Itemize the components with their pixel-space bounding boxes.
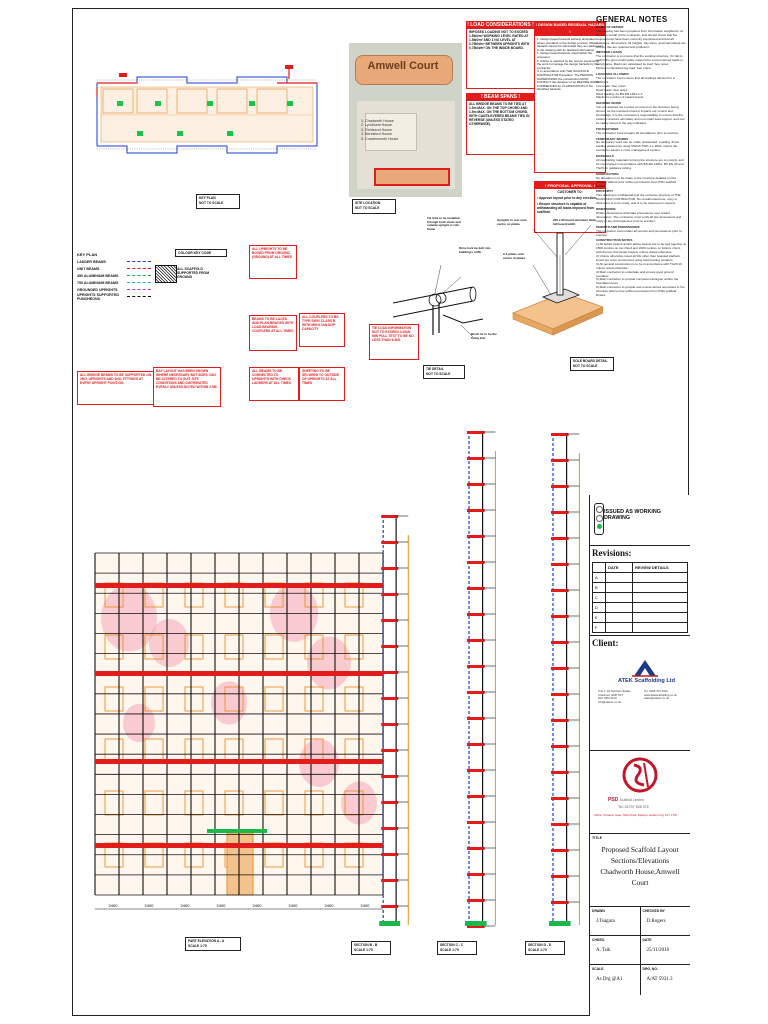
general-notes-heading: BASIS OF DESIGN (596, 25, 624, 29)
red-note: ALL BEAMS TO BE CONNECTED TO UPRIGHTS WITH CHECK LADDERS AT ALL TIMES (249, 367, 299, 401)
general-notes-heading: LOADINGS ALLOWED (596, 71, 629, 76)
beam-spans-body: ALL BRIDGE BEAMS TO BE TIED AT 1.5m MAX. ON THE TOP CHORD AND 1.5m MAX. ON THE BOTTOM CHORD, WITH CANTILEVERED BEAMS TIED IN REVERSE (UNLESS STATED OTHERWISE). (469, 102, 530, 126)
tie-caption: TIE DETAIL NOT TO SCALE (423, 365, 465, 379)
section-platform (381, 905, 398, 908)
revision-row: B (593, 583, 688, 593)
general-notes-heading: CONSTRUCTION NOTES (596, 238, 633, 243)
designer-name: PSD Scaffold Limited (608, 797, 644, 803)
section-platform (467, 483, 485, 486)
section-platform (467, 821, 485, 824)
sole-note: 225 x 63 board minimum thick full board width (553, 218, 596, 226)
revision-row: C (593, 593, 688, 603)
general-notes-text: The drawing has been prepared from information supplied to us by, or on behalf of the contractor, and should check that the requirements have been correctly interpreted and that all roadways, dimensions, fill heights, bay sizes, and load ratings are correct. We are required and proficient. (596, 28, 686, 49)
dimension-label: 2400 (144, 903, 154, 908)
site-sign-text: Amwell Court (367, 60, 439, 72)
general-notes-text: The contractor must obtain all permits and permissions prior to erection. (596, 228, 682, 237)
section-platform (467, 509, 485, 512)
general-notes-text: The contractor must ensure that all loadings allowed for a sufficient. Live loads: See notes Dead loads: See notes Wind loading: As BS EN 1991-1-4 Maximum number of loaded levels (596, 75, 675, 100)
tie-note: Tie tube to be installed through both studs and outside upright or ride frame (427, 216, 461, 231)
status-light (596, 515, 603, 522)
proposal-approval-customer: CUSTOMER TO: (557, 190, 583, 194)
section-platform (381, 593, 398, 596)
section-platform (467, 431, 485, 434)
section-platform (467, 743, 485, 746)
colour-key-item: ALL SCAFFOLD SUPPORTED FROM GROUND (177, 267, 210, 280)
status-label: ISSUED AS WORKING DRAWING (604, 509, 662, 521)
general-notes (596, 15, 686, 495)
red-note: ALL UPRIGHTS TO BE BOXED FROM GROUND (GROUND) AT ALL TIMES (249, 245, 297, 279)
section-platform (381, 671, 398, 674)
sole-note: 2-3 plates onto centre of plates (503, 252, 526, 260)
chked-row (590, 936, 690, 965)
section-platform (381, 619, 398, 622)
general-notes-text: You are advised not to pass comment on the structure being shored, as the involved inherent impacts our control and knowledge. It is the contractor's responsibility to ensure that the existing structure will safely and not impair load support, and can be safely stored in the way indicated. (596, 105, 685, 125)
date-label: DATE (642, 938, 652, 942)
key-plan (77, 51, 333, 211)
legend (77, 251, 151, 300)
section-platform (381, 645, 398, 648)
entrance-door (227, 833, 253, 895)
revisions-table (592, 562, 688, 633)
section-platform (551, 667, 569, 670)
bridge-bracket (207, 829, 267, 833)
general-notes-heading: TEMPORARY WORKS (596, 136, 629, 141)
checked-label: CHECKED BY (642, 909, 665, 913)
key-plan-drawing (77, 51, 333, 211)
chked-value: A. Tsik (596, 948, 611, 953)
dimension-label: 2400 (252, 903, 262, 908)
section-d (517, 423, 597, 937)
general-notes-text: Written dimensions shall take precedence over scaled dimensions. The contractor must verify all site dimensions and notify of any discrepancies prior to erection. (596, 210, 682, 223)
section-d-drawing (517, 423, 597, 937)
section-platform (551, 433, 569, 436)
title-section (590, 834, 690, 907)
legend-item: 450 ALUMINIUM BEAMS (77, 272, 151, 279)
load-considerations-body: IMPOSED LOADING NOT TO EXCEED 1.5kN/m² WORKING LEVEL RATED AT 1.5kN/m² AND 1 NO LEVEL AT 0.75kN/m² BETWEEN UPRIGHTS WITH 0.75kN/m² ON THE INSIDE BOARD. (469, 30, 530, 50)
red-note: ALL BRIDGE BEAMS TO BE SUPPORTED ON 2NO. UPRIGHTS AND 4NO. FITTINGS AT EVERY UPRIGHT POSITION (77, 371, 155, 405)
general-notes-text: The contractor is to ensure that the working structure, if it fall-in, and/or the ground will safely support the extra imposed loads in supply area. Maximum calculated tie load: See notes Minimum calculated leg load: See notes (596, 54, 684, 71)
beam-spans-title: ! BEAM SPANS ! (467, 94, 534, 101)
dimension-label: 2400 (180, 903, 190, 908)
load-considerations-title: ! LOAD CONSIDERATIONS ! (467, 22, 534, 28)
design-hazard-title: ! DESIGN BASED RESIDUAL HAZARD ! (535, 23, 605, 34)
general-notes-heading: PERMITS AND PERMISSIONS (596, 224, 640, 229)
designer-tel: Tel: 01707 528 375 (618, 805, 649, 809)
red-note: BEAMS TO BE LACED AND PLAN BRACED WITH LOAD BEARING COUPLERS AT ALL TIMES (249, 315, 297, 351)
section-platform (467, 587, 485, 590)
client-title: Client: (592, 638, 619, 648)
section-platform (467, 847, 485, 850)
proposal-approval-point: • Approve layout prior to any erection. (537, 195, 597, 200)
legend-item: UPRIGHTS SUPPORTED PUNCHEONS (77, 293, 151, 300)
section-platform (467, 561, 485, 564)
general-notes-text: 1) All ladder beams and/or lattice beams are to be tied together at 1500 centres on top chord and 2400 centres on bottom chord, with the top chord plan braced, unless stated otherwise. 2) Unless otherwise noted all lifts other than boarded platform levels are to be constructed using load bearing couplers. 3) All general construction is to be in accordance with TG20:13 unless noted otherwise. 4) Main contractor to undertake and ensure good ground condition. 5) Main contractor to provide competent designer and/or the foundation level. 6) Main contractor to provide and ensure all ties are tested to the structure before prior written permission from PSD scaffold limited. (596, 242, 686, 298)
status-light-active (597, 524, 602, 529)
title-label: TITLE (592, 836, 602, 840)
section-platform (551, 849, 569, 852)
general-notes-text: All scaffolding materials forming the structure are to comply, and be constructed in accordance with BS EN 12811, BS EN 39 and TG20 for guidance tubing. (596, 158, 684, 170)
general-notes-text: No temporary work can be made unattended. Loading, those loading statements using NWGS TWF-1-1 2000, unless the contractor adopts a more management system. (596, 140, 680, 153)
section-c (433, 421, 513, 937)
general-notes-heading: DIMENSIONS (596, 207, 616, 212)
section-b-drawing (349, 505, 425, 937)
client-section (590, 636, 690, 751)
drawn-value: J.Tsagara (596, 919, 615, 924)
legend-line (127, 275, 151, 276)
tie-note: Drive lock tie-bolt into building's soffit (459, 246, 491, 254)
general-notes-heading: SHORING WORK (596, 101, 622, 106)
section-platform (551, 693, 569, 696)
general-notes-text: This drawing is confidential and the exclusive property of THE SCAFFOLD CONTRACTOR. No unauthorised use, copy or disclosure is to be made, and is to be returned on request. (596, 193, 681, 206)
section-platform (467, 769, 485, 772)
legend-items (77, 258, 151, 300)
revision-row: F (593, 623, 688, 633)
red-note: TIE LOAD INFORMATION NOT TO EXCEED 4.20kN MIN PULL TEST TO BE NO LESS THAN 6.3kN (369, 324, 419, 360)
legend-line (127, 296, 151, 297)
general-notes-heading: MATERIALS (596, 154, 614, 159)
designer-section (590, 751, 690, 834)
unit-beam (95, 759, 383, 764)
revisions-header: DATE REVIEW DETAILS (593, 563, 688, 573)
key-plan-caption: KEY PLAN NOT TO SCALE (196, 194, 240, 209)
section-platform (551, 745, 569, 748)
status-section (590, 495, 690, 546)
psd-logo-icon (622, 757, 658, 793)
legend-item: 750 ALUMINIUM BEAMS (77, 279, 151, 286)
legend-line (127, 289, 151, 290)
proposal-approval-title: ! PROPOSAL APPROVAL ! (535, 182, 605, 189)
general-notes-heading: FOUNDATIONS (596, 126, 619, 131)
legend-title: KEY PLAN (77, 252, 98, 257)
hazard-area (123, 704, 155, 742)
section-platform (467, 873, 485, 876)
site-photo (349, 43, 462, 197)
dimension-label: 2400 (360, 903, 370, 908)
legend-item: UNIT BEAMS (77, 265, 151, 272)
red-note: SHEETING TO BE SECURED TO OUTSIDE OF UPRIGHTS AT ALL TIMES (299, 367, 345, 401)
section-platform (467, 535, 485, 538)
section-platform (381, 775, 398, 778)
legend-item: LADDER BEAMS (77, 258, 151, 265)
dimension-label: 2400 (216, 903, 226, 908)
designer-office: Office: 3 Falcon Gate, Shire Park, Welwyn Garden City AL7 1TW (594, 813, 677, 817)
proposal-approval-point: • Ensure structure is capable of withstanding all loads imposed from scaffold. (537, 201, 595, 214)
client-contact-right: Tel: 0208 370 1040 www.atekscaffolding.co.uk sales@ateksc.co.uk (644, 689, 677, 701)
scale-value: As Drg @A1 (596, 977, 623, 982)
general-notes-heading: PROPERTY (596, 189, 614, 194)
red-note: ALL COUPLERS TO BE TYPE SWIV CLASS B WITH MIN 6.1kN SLIP CAPACITY (299, 313, 345, 347)
status-indicator (594, 503, 604, 535)
section-base-beam (465, 921, 487, 926)
section-c-drawing (433, 421, 513, 937)
design-hazard-body: 1. Design based hazards actively eliminated where prevalent in the design process. Where hazards cannot be eliminated they are addressed in the drawing with an attached information. 1. Design based hazards noted within the proposed. 2. Advice is required by the person supervising the work to manage the design hazards by the contractor. 3. In accordance with THE SCAFFOLD CONTRACTOR Procedure. The PERSON SUPERVISING the construction MUST CONTACT the designer of an BEFORE WORK COMMENCES for CLARIFICATION of the identified hazards. (537, 37, 603, 92)
drg-value: A/AT 5931.3 (646, 977, 673, 982)
section-platform (551, 589, 569, 592)
chked-label: CHKED. (592, 938, 605, 942)
building-item: 2. Lyndhurst House (361, 123, 393, 128)
section-platform (551, 563, 569, 566)
general-notes-title: GENERAL NOTES (596, 15, 668, 24)
section-platform (381, 515, 398, 518)
section-platform (381, 801, 398, 804)
legend-item: GROUNDED UPRIGHTS (77, 286, 151, 293)
section-platform (381, 541, 398, 544)
sole-caption: SOLE BOARD DETAIL NOT TO SCALE (570, 357, 614, 371)
drawing-sheet (72, 8, 689, 1016)
dimension-label: 2400 (108, 903, 118, 908)
section-platform (551, 797, 569, 800)
hazard-area (101, 584, 157, 651)
building-item: 1. Chadworth House (361, 119, 394, 123)
drawn-label: DRAWN (592, 909, 605, 913)
scale-row (590, 965, 690, 995)
section-platform (467, 457, 485, 460)
revision-row: E (593, 613, 688, 623)
section-platform (381, 827, 398, 830)
section-platform (381, 749, 398, 752)
section-platform (551, 901, 569, 904)
sole-board-drawing (503, 215, 603, 345)
section-platform (551, 459, 569, 462)
tie-note: Block tie to be the fixing bolt (471, 332, 497, 340)
revisions-section (590, 546, 690, 636)
revision-row: A (593, 573, 688, 583)
legend-line (127, 282, 151, 283)
section-platform (381, 567, 398, 570)
sole-board-detail (503, 215, 603, 345)
legend-line (127, 261, 151, 262)
section-platform (467, 691, 485, 694)
section-platform (467, 795, 485, 798)
hazard-area (211, 681, 247, 724)
colour-key-title: COLOUR KEY CODE (175, 249, 227, 257)
section-base-beam (379, 921, 400, 926)
section-base-beam (549, 921, 571, 926)
drawing-title: Proposed Scaffold Layout Sections/Elevations Chadworth House,Amwell Court (600, 845, 680, 887)
section-platform (551, 511, 569, 514)
general-notes-text: No alteration is to be made to the structure detailed on this drawing without prior written permission from PSD scaffold limited. (596, 175, 677, 188)
section-platform (551, 537, 569, 540)
client-company: ATEK Scaffolding Ltd (618, 678, 676, 684)
site-building-list (361, 119, 411, 141)
section-platform (551, 641, 569, 644)
general-notes-text: The contractor must prepare all foundations prior to erection. (596, 130, 680, 135)
section-platform (381, 879, 398, 882)
hazard-area (149, 619, 189, 667)
building-item: 4. Beresford House (361, 132, 392, 137)
site-building-highlight (374, 168, 450, 186)
dimension-label: 2400 (288, 903, 298, 908)
beam-spans-box (466, 93, 535, 155)
general-notes-sections (596, 26, 686, 298)
section-platform (467, 665, 485, 668)
section-platform (381, 697, 398, 700)
unit-beam (95, 843, 383, 848)
legend-line (127, 268, 151, 269)
revisions-title: Revisions: (592, 548, 632, 558)
section-platform (381, 853, 398, 856)
section-platform (551, 823, 569, 826)
date-value: 25/11/2016 (646, 948, 670, 953)
atek-logo-icon (630, 658, 660, 678)
unit-beam (95, 671, 383, 676)
elevation-caption: PART ELEVATION A - A SCALE 1:75 (185, 937, 241, 951)
title-block (589, 495, 690, 1016)
red-note: BAY LAYOUT HAS BEEN SHOWN WHERE NECESSARY BUT SIZES CAN BE ALTERED TO SUIT SITE CONDITIONS AND DISTRIBUTED EVENLY UNLESS NOTED WITHIN 2.5M (153, 367, 221, 407)
sole-note: Uprights to rest onto centre on plates (497, 218, 527, 226)
section-platform (467, 899, 485, 902)
section-platform (467, 639, 485, 642)
load-considerations-box (466, 21, 535, 89)
general-notes-heading: MODIFICATION (596, 171, 619, 176)
colour-key-swatch (155, 265, 177, 283)
section-d-caption: SECTION D - D SCALE 1:75 (525, 941, 565, 955)
building-item: 5. Cowdenworth House (361, 136, 399, 141)
drawn-row (590, 907, 690, 936)
hazard-area (307, 637, 351, 690)
section-platform (551, 485, 569, 488)
section-b-caption: SECTION B - B SCALE 1:75 (351, 941, 391, 955)
building-item: 3. Fieldsend House (361, 127, 392, 132)
scale-label: SCALE. (592, 967, 605, 971)
dimension-label: 2400 (324, 903, 334, 908)
section-platform (551, 875, 569, 878)
section-platform (467, 613, 485, 616)
revision-row: D (593, 603, 688, 613)
section-platform (381, 723, 398, 726)
unit-beam (95, 583, 383, 588)
client-contact: Unit 1, 2A Northern Estate Cheshunt, EN8 7HT 020 7250 0120 info@ateksc.co.uk (598, 689, 631, 704)
general-notes-heading: IMPOSED LOADS (596, 50, 622, 55)
section-b (349, 505, 425, 937)
section-platform (551, 771, 569, 774)
status-light (596, 506, 603, 513)
section-c-caption: SECTION C - C SCALE 1:75 (437, 941, 477, 955)
section-platform (551, 719, 569, 722)
section-platform (551, 615, 569, 618)
site-caption: SITE LOCATION NOT TO SCALE (352, 199, 396, 214)
section-platform (467, 717, 485, 720)
drg-label: DRG. NO. (642, 967, 658, 971)
checked-value: D.Rogers (646, 919, 666, 924)
